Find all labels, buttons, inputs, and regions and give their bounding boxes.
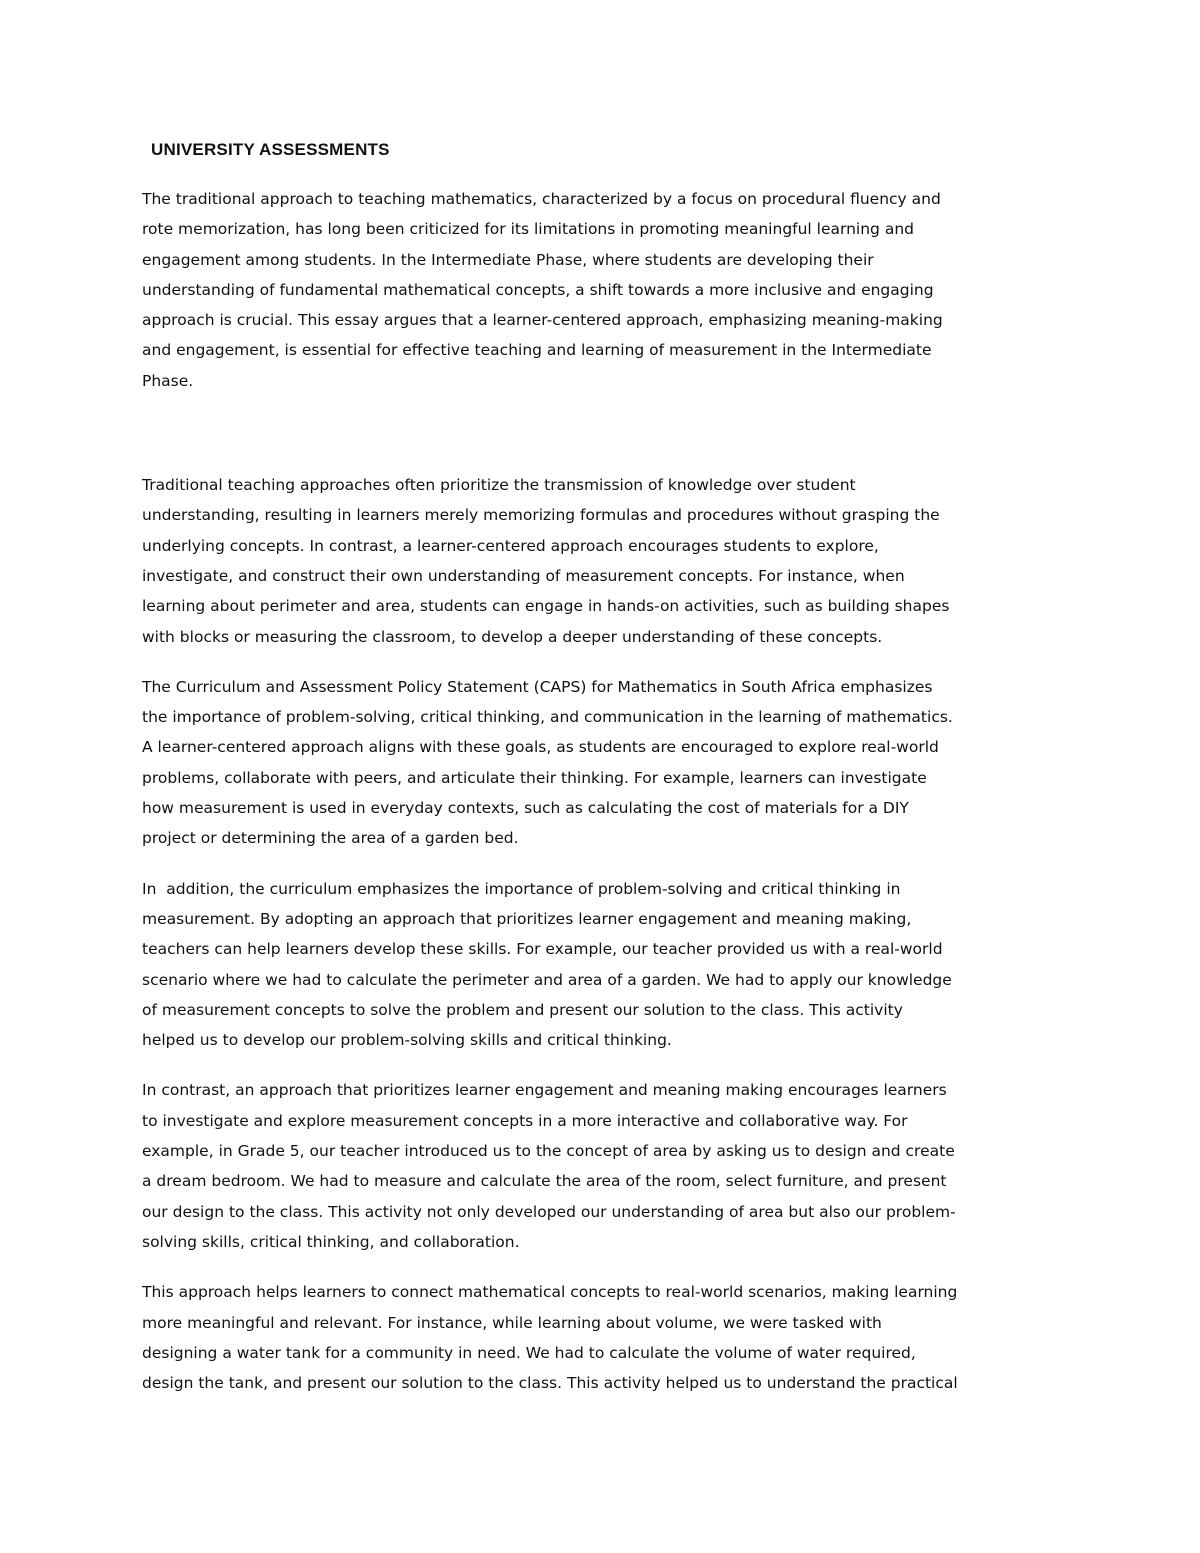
document-body (142, 184, 1062, 1418)
text-line: project or determining the area of a garden bed. (142, 829, 519, 848)
text-line: a dream bedroom. We had to measure and calculate the area of the room, select furniture, and present (142, 1172, 947, 1191)
text-line: Phase. (142, 371, 194, 390)
text-line: underlying concepts. In contrast, a learner-centered approach encourages students to explore, (142, 536, 879, 555)
text-line: The traditional approach to teaching mathematics, characterized by a focus on procedural fluency and (142, 190, 941, 208)
text-line: designing a water tank for a community in need. We had to calculate the volume of water required, (142, 1343, 916, 1362)
text-line: how measurement is used in everyday contexts, such as calculating the cost of materials for a DIY (142, 799, 909, 818)
text-line: teachers can help learners develop these skills. For example, our teacher provided us with a real-world (142, 940, 943, 959)
text-line: rote memorization, has long been criticized for its limitations in promoting meaningful learning and (142, 220, 914, 239)
text-line: understanding of fundamental mathematical concepts, a shift towards a more inclusive and engaging (142, 280, 934, 299)
text-line: problems, collaborate with peers, and articulate their thinking. For example, learners can investigate (142, 768, 927, 787)
text-line: example, in Grade 5, our teacher introduced us to the concept of area by asking us to design and create (142, 1142, 955, 1161)
text-line: Traditional teaching approaches often prioritize the transmission of knowledge over student (142, 476, 856, 495)
text-line: approach is crucial. This essay argues that a learner-centered approach, emphasizing meaning-making (142, 311, 943, 330)
text-line: design the tank, and present our solution to the class. This activity helped us to understand the practical (142, 1374, 958, 1393)
text-line: of measurement concepts to solve the problem and present our solution to the class. This activity (142, 1000, 903, 1019)
text-line: A learner-centered approach aligns with these goals, as students are encouraged to explore real-world (142, 738, 939, 757)
text-line: more meaningful and relevant. For instance, while learning about volume, we were tasked with (142, 1313, 882, 1332)
text-line: with blocks or measuring the classroom, to develop a deeper understanding of these concepts. (142, 627, 883, 646)
text-line: scenario where we had to calculate the perimeter and area of a garden. We had to apply our knowledge (142, 970, 952, 989)
paragraph-dream-bedroom (142, 1075, 1062, 1257)
text-line: measurement. By adopting an approach that prioritizes learner engagement and meaning making, (142, 909, 912, 928)
text-line: helped us to develop our problem-solving skills and critical thinking. (142, 1031, 672, 1050)
text-line: and engagement, is essential for effective teaching and learning of measurement in the Intermediate (142, 341, 932, 360)
text-line: The Curriculum and Assessment Policy Statement (CAPS) for Mathematics in South Africa emphasizes (142, 677, 933, 696)
document-title: UNIVERSITY ASSESSMENTS (151, 140, 390, 159)
text-line: to investigate and explore measurement concepts in a more interactive and collaborative way. For (142, 1111, 908, 1130)
text-line: learning about perimeter and area, students can engage in hands-on activities, such as building shapes (142, 597, 950, 616)
paragraph-water-tank (142, 1277, 1062, 1398)
text-line: In addition, the curriculum emphasizes the importance of problem-solving and critical thinking in (142, 879, 901, 898)
text-line: our design to the class. This activity not only developed our understanding of area but also our problem- (142, 1202, 956, 1221)
paragraph-caps-curriculum (142, 672, 1062, 854)
paragraph-introduction (142, 184, 1062, 396)
text-line: solving skills, critical thinking, and collaboration. (142, 1232, 520, 1251)
text-line: This approach helps learners to connect mathematical concepts to real-world scenarios, making learning (142, 1283, 958, 1302)
text-line: the importance of problem-solving, critical thinking, and communication in the learning of mathematics. (142, 708, 953, 727)
text-line: In contrast, an approach that prioritizes learner engagement and meaning making encourages learners (142, 1081, 947, 1100)
paragraph-problem-solving (142, 874, 1062, 1056)
text-line: understanding, resulting in learners merely memorizing formulas and procedures without grasping the (142, 506, 940, 525)
text-line: engagement among students. In the Intermediate Phase, where students are developing their (142, 250, 874, 269)
paragraph-traditional-teaching (142, 470, 1062, 652)
text-line: investigate, and construct their own understanding of measurement concepts. For instance, when (142, 566, 905, 585)
